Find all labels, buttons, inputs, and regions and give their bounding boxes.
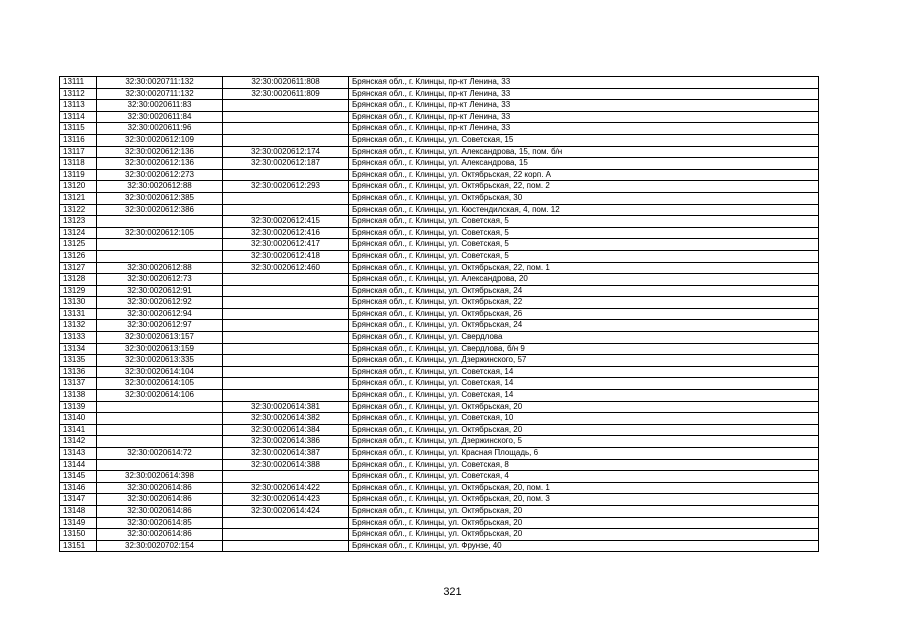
address-cell: Брянская обл., г. Клинцы, ул. Красная Площадь, 6 <box>349 448 819 460</box>
parcel-number-cell <box>97 459 223 471</box>
table-row <box>60 297 819 309</box>
object-number-cell: 32:30:0020611:809 <box>223 88 349 100</box>
row-number-cell: 13122 <box>60 204 97 216</box>
table-row <box>60 320 819 332</box>
object-number-cell <box>223 111 349 123</box>
address-cell: Брянская обл., г. Клинцы, пр-кт Ленина, 33 <box>349 111 819 123</box>
address-cell: Брянская обл., г. Клинцы, ул. Октябрьская, 20 <box>349 401 819 413</box>
table-row <box>60 482 819 494</box>
table-row <box>60 134 819 146</box>
table-row <box>60 274 819 286</box>
row-number-cell: 13114 <box>60 111 97 123</box>
registry-table <box>59 76 819 552</box>
table-row <box>60 88 819 100</box>
object-number-cell: 32:30:0020611:808 <box>223 77 349 89</box>
row-number-cell: 13143 <box>60 448 97 460</box>
row-number-cell: 13128 <box>60 274 97 286</box>
table-row <box>60 262 819 274</box>
parcel-number-cell: 32:30:0020612:273 <box>97 169 223 181</box>
parcel-number-cell: 32:30:0020614:72 <box>97 448 223 460</box>
table-row <box>60 216 819 228</box>
row-number-cell: 13134 <box>60 343 97 355</box>
parcel-number-cell: 32:30:0020614:105 <box>97 378 223 390</box>
object-number-cell: 32:30:0020612:174 <box>223 146 349 158</box>
object-number-cell <box>223 204 349 216</box>
address-cell: Брянская обл., г. Клинцы, ул. Советская, 14 <box>349 390 819 402</box>
table-row <box>60 343 819 355</box>
row-number-cell: 13135 <box>60 355 97 367</box>
row-number-cell: 13115 <box>60 123 97 135</box>
address-cell: Брянская обл., г. Клинцы, ул. Октябрьская, 22 <box>349 297 819 309</box>
parcel-number-cell: 32:30:0020612:94 <box>97 308 223 320</box>
address-cell: Брянская обл., г. Клинцы, ул. Октябрьская, 24 <box>349 285 819 297</box>
row-number-cell: 13126 <box>60 250 97 262</box>
object-number-cell: 32:30:0020614:386 <box>223 436 349 448</box>
table-row <box>60 239 819 251</box>
table-row <box>60 471 819 483</box>
row-number-cell: 13151 <box>60 540 97 552</box>
row-number-cell: 13127 <box>60 262 97 274</box>
parcel-number-cell: 32:30:0020613:335 <box>97 355 223 367</box>
row-number-cell: 13117 <box>60 146 97 158</box>
row-number-cell: 13139 <box>60 401 97 413</box>
address-cell: Брянская обл., г. Клинцы, ул. Октябрьская, 26 <box>349 308 819 320</box>
object-number-cell: 32:30:0020612:460 <box>223 262 349 274</box>
registry-table-body <box>60 77 819 552</box>
address-cell: Брянская обл., г. Клинцы, ул. Советская, 14 <box>349 366 819 378</box>
row-number-cell: 13149 <box>60 517 97 529</box>
row-number-cell: 13129 <box>60 285 97 297</box>
address-cell: Брянская обл., г. Клинцы, ул. Советская, 15 <box>349 134 819 146</box>
address-cell: Брянская обл., г. Клинцы, ул. Октябрьская, 20, пом. 3 <box>349 494 819 506</box>
table-row <box>60 494 819 506</box>
object-number-cell <box>223 343 349 355</box>
table-row <box>60 77 819 89</box>
row-number-cell: 13123 <box>60 216 97 228</box>
parcel-number-cell <box>97 413 223 425</box>
address-cell: Брянская обл., г. Клинцы, пр-кт Ленина, 33 <box>349 77 819 89</box>
row-number-cell: 13121 <box>60 192 97 204</box>
table-row <box>60 505 819 517</box>
parcel-number-cell <box>97 424 223 436</box>
table-row <box>60 517 819 529</box>
row-number-cell: 13118 <box>60 158 97 170</box>
address-cell: Брянская обл., г. Клинцы, ул. Советская, 4 <box>349 471 819 483</box>
object-number-cell: 32:30:0020614:382 <box>223 413 349 425</box>
object-number-cell: 32:30:0020612:416 <box>223 227 349 239</box>
row-number-cell: 13130 <box>60 297 97 309</box>
table-row <box>60 424 819 436</box>
address-cell: Брянская обл., г. Клинцы, ул. Советская, 5 <box>349 216 819 228</box>
parcel-number-cell: 32:30:0020612:136 <box>97 146 223 158</box>
address-cell: Брянская обл., г. Клинцы, ул. Советская, 5 <box>349 250 819 262</box>
row-number-cell: 13137 <box>60 378 97 390</box>
address-cell: Брянская обл., г. Клинцы, ул. Октябрьская, 20, пом. 1 <box>349 482 819 494</box>
table-row <box>60 436 819 448</box>
address-cell: Брянская обл., г. Клинцы, ул. Октябрьская, 20 <box>349 529 819 541</box>
page-number: 321 <box>443 586 462 598</box>
row-number-cell: 13138 <box>60 390 97 402</box>
object-number-cell <box>223 308 349 320</box>
object-number-cell: 32:30:0020614:387 <box>223 448 349 460</box>
address-cell: Брянская обл., г. Клинцы, ул. Александрова, 15, пом. б/н <box>349 146 819 158</box>
parcel-number-cell: 32:30:0020702:154 <box>97 540 223 552</box>
address-cell: Брянская обл., г. Клинцы, ул. Октябрьская, 30 <box>349 192 819 204</box>
table-row <box>60 355 819 367</box>
address-cell: Брянская обл., г. Клинцы, пр-кт Ленина, 33 <box>349 100 819 112</box>
parcel-number-cell: 32:30:0020611:96 <box>97 123 223 135</box>
object-number-cell: 32:30:0020614:384 <box>223 424 349 436</box>
table-row <box>60 540 819 552</box>
object-number-cell <box>223 517 349 529</box>
parcel-number-cell: 32:30:0020612:105 <box>97 227 223 239</box>
address-cell: Брянская обл., г. Клинцы, ул. Дзержинского, 5 <box>349 436 819 448</box>
parcel-number-cell: 32:30:0020614:85 <box>97 517 223 529</box>
table-row <box>60 401 819 413</box>
object-number-cell: 32:30:0020614:381 <box>223 401 349 413</box>
object-number-cell <box>223 100 349 112</box>
row-number-cell: 13124 <box>60 227 97 239</box>
address-cell: Брянская обл., г. Клинцы, ул. Дзержинского, 57 <box>349 355 819 367</box>
table-row <box>60 366 819 378</box>
address-cell: Брянская обл., г. Клинцы, ул. Октябрьская, 22, пом. 1 <box>349 262 819 274</box>
object-number-cell <box>223 123 349 135</box>
object-number-cell: 32:30:0020614:422 <box>223 482 349 494</box>
table-row <box>60 413 819 425</box>
row-number-cell: 13144 <box>60 459 97 471</box>
parcel-number-cell: 32:30:0020711:132 <box>97 77 223 89</box>
object-number-cell <box>223 540 349 552</box>
object-number-cell: 32:30:0020614:423 <box>223 494 349 506</box>
object-number-cell <box>223 378 349 390</box>
row-number-cell: 13113 <box>60 100 97 112</box>
table-row <box>60 227 819 239</box>
row-number-cell: 13119 <box>60 169 97 181</box>
table-row <box>60 448 819 460</box>
address-cell: Брянская обл., г. Клинцы, ул. Советская, 5 <box>349 227 819 239</box>
object-number-cell <box>223 529 349 541</box>
object-number-cell <box>223 274 349 286</box>
row-number-cell: 13132 <box>60 320 97 332</box>
parcel-number-cell: 32:30:0020611:84 <box>97 111 223 123</box>
table-row <box>60 181 819 193</box>
address-cell: Брянская обл., г. Клинцы, ул. Октябрьская, 20 <box>349 517 819 529</box>
parcel-number-cell: 32:30:0020711:132 <box>97 88 223 100</box>
object-number-cell <box>223 134 349 146</box>
row-number-cell: 13116 <box>60 134 97 146</box>
address-cell: Брянская обл., г. Клинцы, ул. Октябрьская, 20 <box>349 424 819 436</box>
parcel-number-cell: 32:30:0020614:106 <box>97 390 223 402</box>
object-number-cell: 32:30:0020612:293 <box>223 181 349 193</box>
parcel-number-cell <box>97 436 223 448</box>
parcel-number-cell: 32:30:0020612:109 <box>97 134 223 146</box>
address-cell: Брянская обл., г. Клинцы, ул. Октябрьская, 24 <box>349 320 819 332</box>
parcel-number-cell: 32:30:0020614:86 <box>97 505 223 517</box>
row-number-cell: 13147 <box>60 494 97 506</box>
object-number-cell <box>223 320 349 332</box>
parcel-number-cell: 32:30:0020614:104 <box>97 366 223 378</box>
row-number-cell: 13136 <box>60 366 97 378</box>
parcel-number-cell <box>97 401 223 413</box>
object-number-cell <box>223 285 349 297</box>
object-number-cell <box>223 366 349 378</box>
parcel-number-cell: 32:30:0020614:86 <box>97 529 223 541</box>
object-number-cell: 32:30:0020614:424 <box>223 505 349 517</box>
parcel-number-cell: 32:30:0020612:92 <box>97 297 223 309</box>
row-number-cell: 13145 <box>60 471 97 483</box>
row-number-cell: 13125 <box>60 239 97 251</box>
address-cell: Брянская обл., г. Клинцы, ул. Фрунзе, 40 <box>349 540 819 552</box>
address-cell: Брянская обл., г. Клинцы, ул. Советская, 10 <box>349 413 819 425</box>
parcel-number-cell: 32:30:0020614:86 <box>97 482 223 494</box>
address-cell: Брянская обл., г. Клинцы, ул. Советская, 5 <box>349 239 819 251</box>
parcel-number-cell: 32:30:0020612:88 <box>97 181 223 193</box>
table-row <box>60 169 819 181</box>
object-number-cell <box>223 169 349 181</box>
row-number-cell: 13146 <box>60 482 97 494</box>
row-number-cell: 13140 <box>60 413 97 425</box>
parcel-number-cell: 32:30:0020611:83 <box>97 100 223 112</box>
object-number-cell <box>223 390 349 402</box>
object-number-cell <box>223 332 349 344</box>
parcel-number-cell: 32:30:0020612:73 <box>97 274 223 286</box>
parcel-number-cell: 32:30:0020612:386 <box>97 204 223 216</box>
table-row <box>60 332 819 344</box>
row-number-cell: 13141 <box>60 424 97 436</box>
parcel-number-cell: 32:30:0020614:86 <box>97 494 223 506</box>
address-cell: Брянская обл., г. Клинцы, ул. Октябрьская, 20 <box>349 505 819 517</box>
parcel-number-cell: 32:30:0020613:159 <box>97 343 223 355</box>
object-number-cell: 32:30:0020612:417 <box>223 239 349 251</box>
address-cell: Брянская обл., г. Клинцы, ул. Советская, 8 <box>349 459 819 471</box>
parcel-number-cell <box>97 250 223 262</box>
row-number-cell: 13120 <box>60 181 97 193</box>
address-cell: Брянская обл., г. Клинцы, ул. Советская, 14 <box>349 378 819 390</box>
address-cell: Брянская обл., г. Клинцы, пр-кт Ленина, 33 <box>349 88 819 100</box>
parcel-number-cell: 32:30:0020612:385 <box>97 192 223 204</box>
table-row <box>60 146 819 158</box>
parcel-number-cell <box>97 216 223 228</box>
row-number-cell: 13112 <box>60 88 97 100</box>
address-cell: Брянская обл., г. Клинцы, пр-кт Ленина, 33 <box>349 123 819 135</box>
table-row <box>60 158 819 170</box>
table-row <box>60 459 819 471</box>
address-cell: Брянская обл., г. Клинцы, ул. Александрова, 20 <box>349 274 819 286</box>
row-number-cell: 13111 <box>60 77 97 89</box>
address-cell: Брянская обл., г. Клинцы, ул. Свердлова, б/н 9 <box>349 343 819 355</box>
parcel-number-cell: 32:30:0020612:97 <box>97 320 223 332</box>
object-number-cell: 32:30:0020612:418 <box>223 250 349 262</box>
row-number-cell: 13133 <box>60 332 97 344</box>
table-row <box>60 308 819 320</box>
parcel-number-cell <box>97 239 223 251</box>
table-row <box>60 378 819 390</box>
table-row <box>60 390 819 402</box>
object-number-cell: 32:30:0020612:187 <box>223 158 349 170</box>
object-number-cell <box>223 192 349 204</box>
table-row <box>60 123 819 135</box>
object-number-cell <box>223 471 349 483</box>
parcel-number-cell: 32:30:0020614:398 <box>97 471 223 483</box>
parcel-number-cell: 32:30:0020612:91 <box>97 285 223 297</box>
object-number-cell <box>223 297 349 309</box>
table-row <box>60 250 819 262</box>
address-cell: Брянская обл., г. Клинцы, ул. Александрова, 15 <box>349 158 819 170</box>
parcel-number-cell: 32:30:0020612:136 <box>97 158 223 170</box>
table-row <box>60 100 819 112</box>
object-number-cell: 32:30:0020612:415 <box>223 216 349 228</box>
parcel-number-cell: 32:30:0020612:88 <box>97 262 223 274</box>
table-row <box>60 529 819 541</box>
table-row <box>60 192 819 204</box>
row-number-cell: 13142 <box>60 436 97 448</box>
table-row <box>60 204 819 216</box>
address-cell: Брянская обл., г. Клинцы, ул. Октябрьская, 22 корп. А <box>349 169 819 181</box>
row-number-cell: 13148 <box>60 505 97 517</box>
table-row <box>60 111 819 123</box>
object-number-cell: 32:30:0020614:388 <box>223 459 349 471</box>
table-row <box>60 285 819 297</box>
address-cell: Брянская обл., г. Клинцы, ул. Кюстендилская, 4, пом. 12 <box>349 204 819 216</box>
row-number-cell: 13150 <box>60 529 97 541</box>
object-number-cell <box>223 355 349 367</box>
address-cell: Брянская обл., г. Клинцы, ул. Свердлова <box>349 332 819 344</box>
parcel-number-cell: 32:30:0020613:157 <box>97 332 223 344</box>
address-cell: Брянская обл., г. Клинцы, ул. Октябрьская, 22, пом. 2 <box>349 181 819 193</box>
row-number-cell: 13131 <box>60 308 97 320</box>
